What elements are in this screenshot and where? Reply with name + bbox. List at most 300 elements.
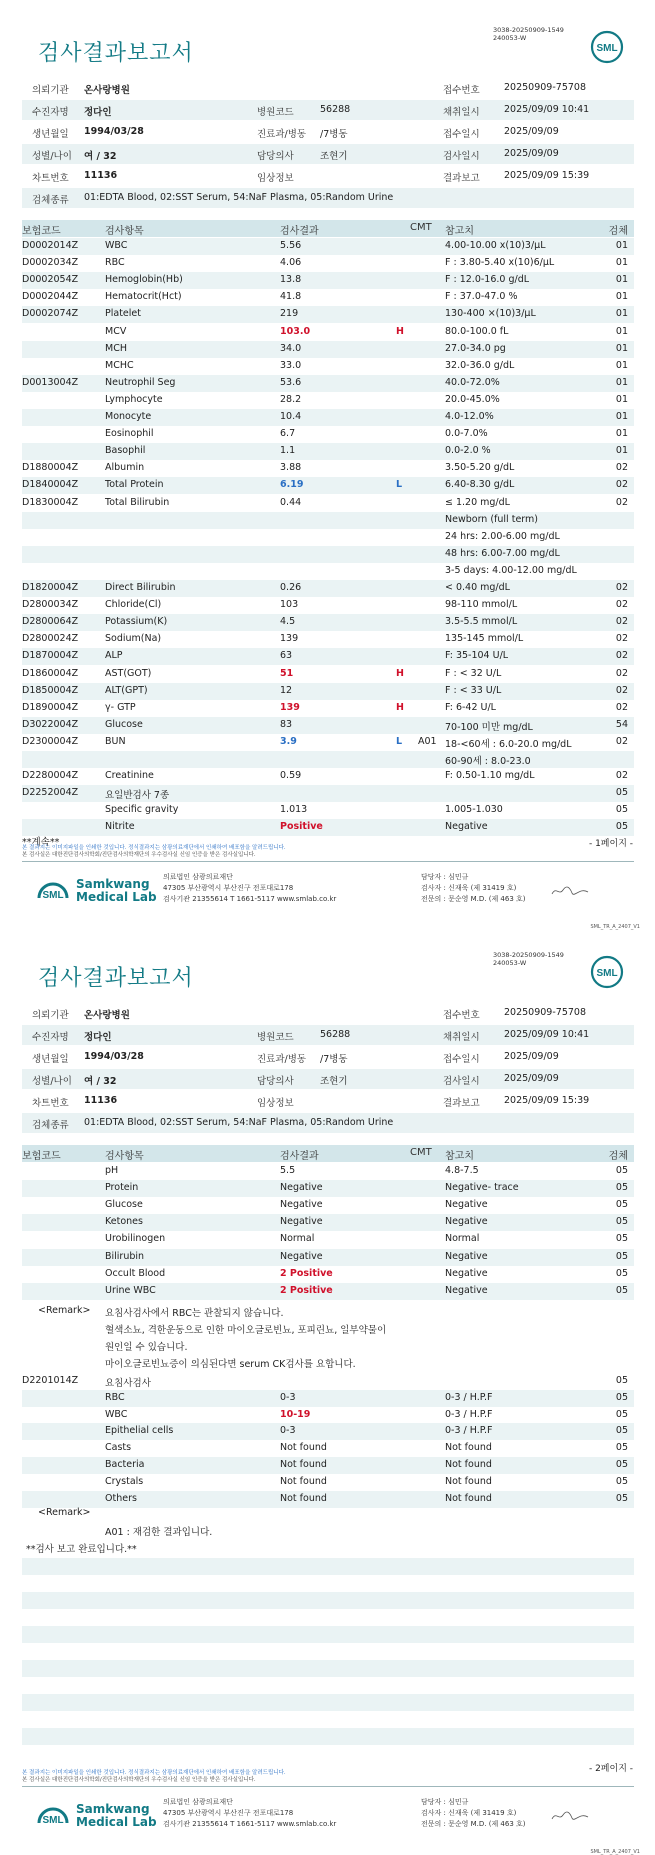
test-name: Total Protein bbox=[105, 479, 164, 491]
table-row bbox=[22, 1249, 634, 1266]
specimen-code: 01 bbox=[615, 376, 628, 388]
reference-range: 60-90세 : 8.0-23.0 bbox=[445, 756, 531, 767]
table-row bbox=[22, 819, 634, 836]
empty-row bbox=[22, 1592, 634, 1609]
table-row bbox=[22, 631, 634, 648]
info-row: 성별/나이 여 / 32 담당의사 조현기 검사일시 2025/09/09 bbox=[22, 144, 634, 164]
reference-range: 3-5 days: 4.00-12.00 mg/dL bbox=[445, 564, 577, 576]
table-row bbox=[22, 1457, 634, 1474]
table-row bbox=[22, 563, 634, 580]
table-row bbox=[22, 683, 634, 700]
test-result: Not found bbox=[280, 1442, 327, 1454]
specimen-code: 02 bbox=[615, 479, 628, 491]
test-result: Not found bbox=[280, 1459, 327, 1470]
table-row bbox=[22, 785, 634, 802]
table-row bbox=[22, 324, 634, 341]
reference-range: Negative- trace bbox=[445, 1182, 519, 1194]
table-row bbox=[22, 648, 634, 665]
specimen-code: 05 bbox=[615, 1284, 628, 1296]
info-row: 검체종류 01:EDTA Blood, 02:SST Serum, 54:NaF Plasma, 05:Random Urine bbox=[22, 1113, 634, 1133]
specimen-code: 01 bbox=[615, 411, 628, 422]
test-name: Total Bilirubin bbox=[105, 496, 170, 508]
test-result: 139 bbox=[280, 633, 299, 645]
test-result: 0-3 bbox=[280, 1391, 296, 1403]
specimen-code: 05 bbox=[615, 1492, 628, 1504]
result-flag: L bbox=[396, 479, 403, 491]
receipt-no-value: 20250909-75708 bbox=[504, 82, 587, 93]
test-name: Albumin bbox=[105, 462, 145, 474]
test-result: 1.1 bbox=[280, 445, 296, 457]
table-row bbox=[22, 443, 634, 460]
test-code: D2201014Z bbox=[22, 1375, 79, 1386]
table-row bbox=[22, 546, 634, 563]
test-name: MCHC bbox=[105, 359, 134, 371]
info-row: 의뢰기관 온사랑병원 접수번호 20250909-75708 bbox=[32, 1007, 587, 1021]
test-name: Glucose bbox=[105, 1199, 143, 1211]
document-number: 3038-20250909-1549 240053-W bbox=[493, 26, 564, 42]
table-row bbox=[22, 1423, 634, 1440]
specimen-code: 02 bbox=[615, 650, 628, 662]
table-row bbox=[22, 1440, 634, 1457]
reference-range: Not found bbox=[445, 1459, 492, 1470]
test-name: Creatinine bbox=[105, 770, 154, 782]
specimen-value: 01:EDTA Blood, 02:SST Serum, 54:NaF Plasma, 05:Random Urine bbox=[84, 192, 394, 203]
test-name: Ketones bbox=[105, 1216, 143, 1228]
test-result: Not found bbox=[280, 1492, 327, 1504]
table-row bbox=[22, 512, 634, 529]
test-name: Bacteria bbox=[105, 1459, 145, 1470]
reference-range: 98-110 mmol/L bbox=[445, 599, 518, 611]
report-complete-text: **검사 보고 완료입니다.** bbox=[26, 1544, 137, 1555]
svg-text:SML: SML bbox=[596, 43, 618, 54]
test-name: Bilirubin bbox=[105, 1250, 145, 1262]
reference-range: 0-3 / H.P.F bbox=[445, 1391, 493, 1403]
table-row bbox=[22, 409, 634, 426]
reference-range: F : < 32 U/L bbox=[445, 667, 502, 679]
test-name: WBC bbox=[105, 240, 128, 251]
test-name: MCV bbox=[105, 325, 127, 337]
reference-range: F: 35-104 U/L bbox=[445, 650, 509, 662]
page-number: - 1페이지 - bbox=[588, 839, 633, 849]
reference-range: F : 37.0-47.0 % bbox=[445, 291, 518, 303]
test-code: D0002034Z bbox=[22, 257, 79, 269]
test-code: D2252004Z bbox=[22, 787, 79, 799]
table-row bbox=[22, 802, 634, 819]
specimen-code: 02 bbox=[615, 701, 628, 713]
empty-row bbox=[22, 1677, 634, 1694]
test-result: 5.5 bbox=[280, 1165, 296, 1176]
specimen-code: 05 bbox=[615, 1216, 628, 1228]
specimen-code: 01 bbox=[615, 325, 628, 337]
test-result: 3.88 bbox=[280, 462, 302, 474]
sml-logo-icon bbox=[35, 1801, 71, 1831]
test-result: 139 bbox=[280, 701, 300, 713]
reference-range: F : 12.0-16.0 g/dL bbox=[445, 274, 530, 286]
table-row bbox=[22, 580, 634, 597]
specimen-code: 02 bbox=[615, 770, 628, 782]
test-name: Specific gravity bbox=[105, 804, 179, 816]
test-result: 13.8 bbox=[280, 274, 302, 286]
reference-range: 24 hrs: 2.00-6.00 mg/dL bbox=[445, 530, 560, 542]
table-row bbox=[22, 768, 634, 785]
reference-range: Newborn (full term) bbox=[445, 513, 538, 525]
test-name: Direct Bilirubin bbox=[105, 582, 176, 593]
specimen-code: 05 bbox=[615, 821, 628, 833]
test-code: D1860004Z bbox=[22, 667, 79, 679]
sml-logo-icon bbox=[590, 955, 624, 989]
result-flag: H bbox=[396, 325, 404, 337]
test-result: 103 bbox=[280, 599, 299, 611]
test-code: D1830004Z bbox=[22, 496, 79, 508]
table-row bbox=[22, 751, 634, 768]
specimen-code: 01 bbox=[615, 291, 628, 303]
specimen-code: 01 bbox=[615, 428, 628, 440]
test-name: RBC bbox=[105, 1391, 125, 1403]
table-row bbox=[22, 717, 634, 734]
specimen-code: 05 bbox=[615, 1199, 628, 1211]
test-result: 51 bbox=[280, 667, 294, 679]
test-name: WBC bbox=[105, 1408, 128, 1420]
test-result: 33.0 bbox=[280, 359, 302, 371]
test-result: 6.7 bbox=[280, 428, 296, 440]
footer-organization: 의료법인 삼광의료재단 47305 부산광역시 부산진구 전포대로178 검사기관 21355614 T 1661-5117 www.smlab.co.kr bbox=[163, 1798, 337, 1828]
specimen-code: 01 bbox=[615, 274, 628, 286]
test-result: 10.4 bbox=[280, 411, 302, 422]
info-row: 성별/나이 여 / 32 담당의사 조현기 검사일시 2025/09/09 bbox=[22, 1069, 634, 1089]
info-row: 수진자명 정다인 병원코드 56288 채취일시 2025/09/09 10:41 bbox=[22, 1025, 634, 1045]
test-result: 63 bbox=[280, 650, 293, 662]
empty-row bbox=[22, 1558, 634, 1575]
table-row bbox=[22, 306, 634, 323]
reference-range: 18-<60세 : 6.0-20.0 mg/dL bbox=[445, 738, 572, 750]
specimen-code: 05 bbox=[615, 1182, 628, 1194]
reference-range: F : 3.80-5.40 x(10)6/μL bbox=[445, 257, 555, 269]
table-row bbox=[22, 1214, 634, 1231]
empty-row bbox=[22, 1711, 634, 1728]
test-name: γ- GTP bbox=[105, 701, 136, 713]
table-row bbox=[22, 1474, 634, 1491]
specimen-code: 02 bbox=[615, 735, 628, 747]
table-row bbox=[22, 375, 634, 392]
specimen-code: 05 bbox=[615, 1475, 628, 1487]
test-code: D1870004Z bbox=[22, 650, 79, 662]
test-result: Negative bbox=[280, 1216, 323, 1228]
report-page-2: 검사결과보고서 3038-20250909-1549 240053-W SML 의뢰기관 온사랑병원 접수번호 20250909-75708 수진자명 정다인 병원코드 56288 채취일시 2025/09/09 10:41 생년월일 1994/03/28 진료과/병동 /7병동 접수일시 2025/09/09 성별/나이 여 / 32 담당의사 조현기 검사일시 2025/09/09 차트번호 11136 임상정보 결과보고 2025/09/09 15:39 검체종류 01:EDTA Blood, 02:SST Serum, 54:NaF Plasma, 05:Random Urine 보험코드 검사항목 검사결과 CMT 참고치 검체 pH 5.5 4.8-7.5 05 Protein Negative Negative- trace 05 Glucose Negative Negative 05 Ketones Negative Negative 05 Urobilinogen Normal Normal 05 Bilirubin Negative Negative 05 Occult Blood 2 Positive Negative 05 Urine WBC 2 Positive Negative 05 <Remark> 요침사검사에서 RBC는 관찰되지 않습니다. 혈색소뇨, 격한운동으로 인한 마이오글로빈뇨, 포피린뇨, 일부약물이 원인일 수 있습니다. 마이오글로빈뇨증이 의심된다면 serum CK검사를 요합니다. D2201014Z 요침사검사 05 RBC 0-3 0-3 / H.P.F 05 WBC 10-19 0-3 / H.P.F 05 Epithelial cells 0-3 0-3 / H.P.F 05 Casts Not found Not found 05 Bacteria Not found Not found 05 Crystals Not found Not found 05 Others Not found Not found 05 <Remark> A01 : 재검한 결과입니다. **검사 보고 완료입니다.** - 2페이지 - 본 결과지는 이미지파일을 인쇄한 것입니다. 정식결과지는 삼광의료재단에서 인쇄하여 배포함을 알려드립니다. 본 검사실은 대한진단검사의학회/진단검사의학재단의 우수검사실 신임 인증을 받은 검사실입니다. SML Samkwang Medical Lab 의료법인 삼광의료재단 47305 부산광역시 부산진구 전포대로178 검사기관 21355614 T 1661-5117 www.smlab.co.kr 담당자 : 심민규 검사자 : 신재욱 (제 31419 호) 전문의 : 문순영 M.D. (제 463 호) SML_TR_A_2407_V1 bbox=[0, 925, 655, 1850]
specimen-code: 01 bbox=[615, 257, 628, 269]
specimen-code: 01 bbox=[615, 359, 628, 371]
test-result: Negative bbox=[280, 1182, 323, 1194]
table-row bbox=[22, 1407, 634, 1424]
institution-value: 온사랑병원 bbox=[84, 85, 130, 96]
table-row bbox=[22, 1163, 634, 1180]
reference-range: 3.5-5.5 mmol/L bbox=[445, 616, 518, 628]
test-result: 12 bbox=[280, 684, 293, 696]
reference-range: 70-100 미만 mg/dL bbox=[445, 721, 533, 733]
table-row bbox=[22, 529, 634, 546]
test-code: D2800024Z bbox=[22, 633, 79, 645]
table-row bbox=[22, 1180, 634, 1197]
specimen-code: 02 bbox=[615, 582, 628, 593]
test-name: Casts bbox=[105, 1442, 132, 1454]
test-code: D0002054Z bbox=[22, 274, 79, 286]
table-row bbox=[22, 272, 634, 289]
patient-value: 정다인 bbox=[84, 107, 112, 118]
test-name: Urine WBC bbox=[105, 1284, 156, 1296]
reference-range: Negative bbox=[445, 1250, 488, 1262]
results-table-header: 보험코드 검사항목 검사결과 CMT 참고치 검체 bbox=[22, 1145, 634, 1162]
reference-range: 4.0-12.0% bbox=[445, 411, 494, 422]
test-code: D1840004Z bbox=[22, 479, 79, 491]
specimen-code: 02 bbox=[615, 496, 628, 508]
result-flag: H bbox=[396, 701, 404, 713]
test-name: Glucose bbox=[105, 718, 143, 730]
reference-range: F: 6-42 U/L bbox=[445, 701, 496, 713]
notice: 본 결과지는 이미지파일을 인쇄한 것입니다. 정식결과지는 삼광의료재단에서 인쇄하여 배포함을 알려드립니다. 본 검사실은 대한진단검사의학회/진단검사의학재단의 우수검사실 신임 인증을 받은 검사실입니다. bbox=[22, 845, 286, 858]
test-name: Protein bbox=[105, 1182, 139, 1194]
test-code: D1850004Z bbox=[22, 684, 79, 696]
footer-brand: Samkwang Medical Lab bbox=[76, 877, 157, 904]
specimen-code: 01 bbox=[615, 393, 628, 405]
notice: 본 결과지는 이미지파일을 인쇄한 것입니다. 정식결과지는 삼광의료재단에서 인쇄하여 배포함을 알려드립니다. 본 검사실은 대한진단검사의학회/진단검사의학재단의 우수검사실 신임 인증을 받은 검사실입니다. bbox=[22, 1770, 286, 1783]
result-flag: H bbox=[396, 667, 404, 679]
info-row: 생년월일 1994/03/28 진료과/병동 /7병동 접수일시 2025/09/09 bbox=[32, 1051, 559, 1065]
test-result: 2 Positive bbox=[280, 1267, 333, 1279]
empty-row bbox=[22, 1694, 634, 1711]
specimen-code: 54 bbox=[615, 718, 628, 730]
test-result: 103.0 bbox=[280, 325, 311, 337]
test-name: Monocyte bbox=[105, 411, 152, 422]
test-result: 2 Positive bbox=[280, 1284, 333, 1296]
test-result: 28.2 bbox=[280, 393, 302, 405]
test-result: 53.6 bbox=[280, 376, 302, 388]
page-title: 검사결과보고서 bbox=[38, 966, 194, 991]
test-code: D2800034Z bbox=[22, 599, 79, 611]
test-code: D1880004Z bbox=[22, 462, 79, 474]
page-number: - 2페이지 - bbox=[588, 1764, 633, 1774]
test-result: 1.013 bbox=[280, 804, 308, 816]
specimen-code: 05 bbox=[615, 1408, 628, 1420]
reference-range: 4.8-7.5 bbox=[445, 1165, 479, 1176]
reference-range: 0.0-7.0% bbox=[445, 428, 488, 440]
test-result: 0.44 bbox=[280, 496, 302, 508]
empty-row bbox=[22, 1728, 634, 1745]
reference-range: 3.50-5.20 g/dL bbox=[445, 462, 515, 474]
svg-text:SML: SML bbox=[42, 1815, 64, 1826]
table-row bbox=[22, 700, 634, 717]
reference-range: 80.0-100.0 fL bbox=[445, 325, 509, 337]
test-name: pH bbox=[105, 1165, 119, 1176]
reference-range: 130-400 ×(10)3/μL bbox=[445, 308, 536, 320]
specimen-code: 05 bbox=[615, 787, 628, 799]
table-row bbox=[22, 341, 634, 358]
footer bbox=[0, 1787, 655, 1855]
test-name: BUN bbox=[105, 735, 126, 747]
footer-organization: 의료법인 삼광의료재단 47305 부산광역시 부산진구 전포대로178 검사기관 21355614 T 1661-5117 www.smlab.co.kr bbox=[163, 873, 337, 903]
test-name: Hematocrit(Hct) bbox=[105, 291, 182, 303]
reference-range: 4.00-10.00 x(10)3/μL bbox=[445, 240, 546, 251]
info-row: 차트번호 11136 임상정보 결과보고 2025/09/09 15:39 bbox=[32, 1095, 590, 1109]
table-row bbox=[22, 255, 634, 272]
form-number: SML_TR_A_2407_V1 bbox=[590, 924, 640, 930]
table-row bbox=[22, 1373, 634, 1390]
reference-range: 0-3 / H.P.F bbox=[445, 1408, 493, 1420]
table-row bbox=[22, 392, 634, 409]
test-result: Normal bbox=[280, 1233, 315, 1245]
test-code: D2280004Z bbox=[22, 770, 79, 782]
specimen-code: 01 bbox=[615, 240, 628, 251]
test-result: 6.19 bbox=[280, 479, 304, 491]
info-row: 생년월일 1994/03/28 진료과/병동 /7병동 접수일시 2025/09/09 bbox=[32, 126, 559, 140]
test-result: 4.5 bbox=[280, 616, 296, 628]
test-name: ALP bbox=[105, 650, 123, 662]
specimen-code: 05 bbox=[615, 1425, 628, 1437]
specimen-code: 05 bbox=[615, 1442, 628, 1454]
document-number: 3038-20250909-1549 240053-W bbox=[493, 951, 564, 967]
reference-range: Negative bbox=[445, 1199, 488, 1211]
specimen-code: 01 bbox=[615, 342, 628, 354]
table-row bbox=[22, 734, 634, 751]
comment-code: A01 bbox=[418, 735, 437, 747]
reference-range: 6.40-8.30 g/dL bbox=[445, 479, 515, 491]
test-name: MCH bbox=[105, 342, 127, 354]
specimen-code: 02 bbox=[615, 599, 628, 611]
reference-range: Not found bbox=[445, 1442, 492, 1454]
table-row bbox=[22, 477, 634, 494]
test-name: Basophil bbox=[105, 445, 146, 457]
footer-brand: Samkwang Medical Lab bbox=[76, 1802, 157, 1829]
empty-row bbox=[22, 1643, 634, 1660]
reference-range: 1.005-1.030 bbox=[445, 804, 503, 816]
reference-range: 0.0-2.0 % bbox=[445, 445, 491, 457]
info-row: 차트번호 11136 임상정보 결과보고 2025/09/09 15:39 bbox=[32, 170, 590, 184]
results-table-header: 보험코드 검사항목 검사결과 CMT 참고치 검체 bbox=[22, 220, 634, 237]
test-code: D0002074Z bbox=[22, 308, 79, 320]
info-row: 검체종류 01:EDTA Blood, 02:SST Serum, 54:NaF Plasma, 05:Random Urine bbox=[22, 188, 634, 208]
specimen-code: 02 bbox=[615, 633, 628, 645]
test-code: D3022004Z bbox=[22, 718, 79, 730]
reference-range: 0-3 / H.P.F bbox=[445, 1425, 493, 1437]
result-flag: L bbox=[396, 735, 403, 747]
test-name: Hemoglobin(Hb) bbox=[105, 274, 183, 286]
test-name: Platelet bbox=[105, 308, 141, 320]
signature-icon bbox=[550, 884, 590, 898]
table-row bbox=[22, 1231, 634, 1248]
specimen-code: 02 bbox=[615, 616, 628, 628]
reference-range: < 0.40 mg/dL bbox=[445, 582, 510, 593]
test-code: D1890004Z bbox=[22, 701, 79, 713]
empty-row bbox=[22, 1660, 634, 1677]
specimen-code: 05 bbox=[615, 1233, 628, 1245]
test-result: Negative bbox=[280, 1250, 323, 1262]
test-code: D1820004Z bbox=[22, 582, 79, 593]
reference-range: F: 0.50-1.10 mg/dL bbox=[445, 770, 535, 782]
test-result: 0.59 bbox=[280, 770, 302, 782]
specimen-code: 02 bbox=[615, 684, 628, 696]
test-name: Occult Blood bbox=[105, 1267, 166, 1279]
test-name: Urobilinogen bbox=[105, 1233, 166, 1245]
specimen-code: 05 bbox=[615, 1267, 628, 1279]
test-name: AST(GOT) bbox=[105, 667, 152, 679]
specimen-code: 02 bbox=[615, 462, 628, 474]
test-result: 10-19 bbox=[280, 1408, 311, 1420]
table-row bbox=[22, 1491, 634, 1508]
test-result: Positive bbox=[280, 821, 323, 833]
reference-range: Negative bbox=[445, 1267, 488, 1279]
test-name: Nitrite bbox=[105, 821, 135, 833]
empty-row bbox=[22, 1575, 634, 1592]
test-name: Others bbox=[105, 1492, 137, 1504]
test-name: Sodium(Na) bbox=[105, 633, 162, 645]
signature-icon bbox=[550, 1809, 590, 1823]
specimen-code: 05 bbox=[615, 804, 628, 816]
table-row bbox=[22, 426, 634, 443]
reference-range: 40.0-72.0% bbox=[445, 376, 500, 388]
test-result: 4.06 bbox=[280, 257, 302, 269]
test-code: D0013004Z bbox=[22, 376, 79, 388]
reference-range: F : < 33 U/L bbox=[445, 684, 502, 696]
test-name: Neutrophil Seg bbox=[105, 376, 176, 388]
test-result: Negative bbox=[280, 1199, 323, 1211]
test-name: 요침사검사 bbox=[105, 1378, 151, 1389]
test-code: D2300004Z bbox=[22, 735, 79, 747]
test-name: Chloride(Cl) bbox=[105, 599, 162, 611]
footer bbox=[0, 862, 655, 930]
test-result: 83 bbox=[280, 718, 293, 730]
test-result: Not found bbox=[280, 1475, 327, 1487]
specimen-code: 02 bbox=[615, 667, 628, 679]
table-row bbox=[22, 614, 634, 631]
reference-range: 135-145 mmol/L bbox=[445, 633, 524, 645]
test-result: 0.26 bbox=[280, 582, 302, 593]
footer-staff: 담당자 : 심민규 검사자 : 신재욱 (제 31419 호) 전문의 : 문순영 M.D. (제 463 호) bbox=[421, 1798, 526, 1828]
test-code: D2800064Z bbox=[22, 616, 79, 628]
specimen-code: 05 bbox=[615, 1391, 628, 1403]
specimen-code: 05 bbox=[615, 1250, 628, 1262]
test-result: 34.0 bbox=[280, 342, 302, 354]
test-result: 5.56 bbox=[280, 240, 302, 251]
svg-text:SML: SML bbox=[42, 890, 64, 901]
test-name: RBC bbox=[105, 257, 125, 269]
footer-staff: 담당자 : 심민규 검사자 : 신재욱 (제 31419 호) 전문의 : 문순영 M.D. (제 463 호) bbox=[421, 873, 526, 903]
table-row bbox=[22, 1283, 634, 1300]
sml-logo-icon bbox=[590, 30, 624, 64]
table-row bbox=[22, 1266, 634, 1283]
test-name: Crystals bbox=[105, 1475, 144, 1487]
form-number: SML_TR_A_2407_V1 bbox=[590, 1849, 640, 1855]
empty-row bbox=[22, 1626, 634, 1643]
reference-range: Not found bbox=[445, 1475, 492, 1487]
table-row bbox=[22, 238, 634, 255]
test-code: D0002014Z bbox=[22, 240, 79, 251]
test-name: Epithelial cells bbox=[105, 1425, 174, 1437]
table-row bbox=[22, 358, 634, 375]
table-row bbox=[22, 495, 634, 512]
specimen-code: 01 bbox=[615, 308, 628, 320]
reference-range: 32.0-36.0 g/dL bbox=[445, 359, 515, 371]
reference-range: Normal bbox=[445, 1233, 480, 1245]
table-row bbox=[22, 460, 634, 477]
test-name: 요일반검사 7종 bbox=[105, 790, 170, 802]
info-row: 의뢰기관 온사랑병원 접수번호 20250909-75708 bbox=[32, 82, 587, 96]
reference-range: 27.0-34.0 pg bbox=[445, 342, 506, 354]
reference-range: 20.0-45.0% bbox=[445, 393, 500, 405]
test-result: 3.9 bbox=[280, 735, 297, 747]
reference-range: Negative bbox=[445, 1284, 488, 1296]
reference-range: Negative bbox=[445, 821, 488, 833]
specimen-code: 01 bbox=[615, 445, 628, 457]
test-name: Lymphocyte bbox=[105, 393, 163, 405]
reference-range: ≤ 1.20 mg/dL bbox=[445, 496, 510, 508]
